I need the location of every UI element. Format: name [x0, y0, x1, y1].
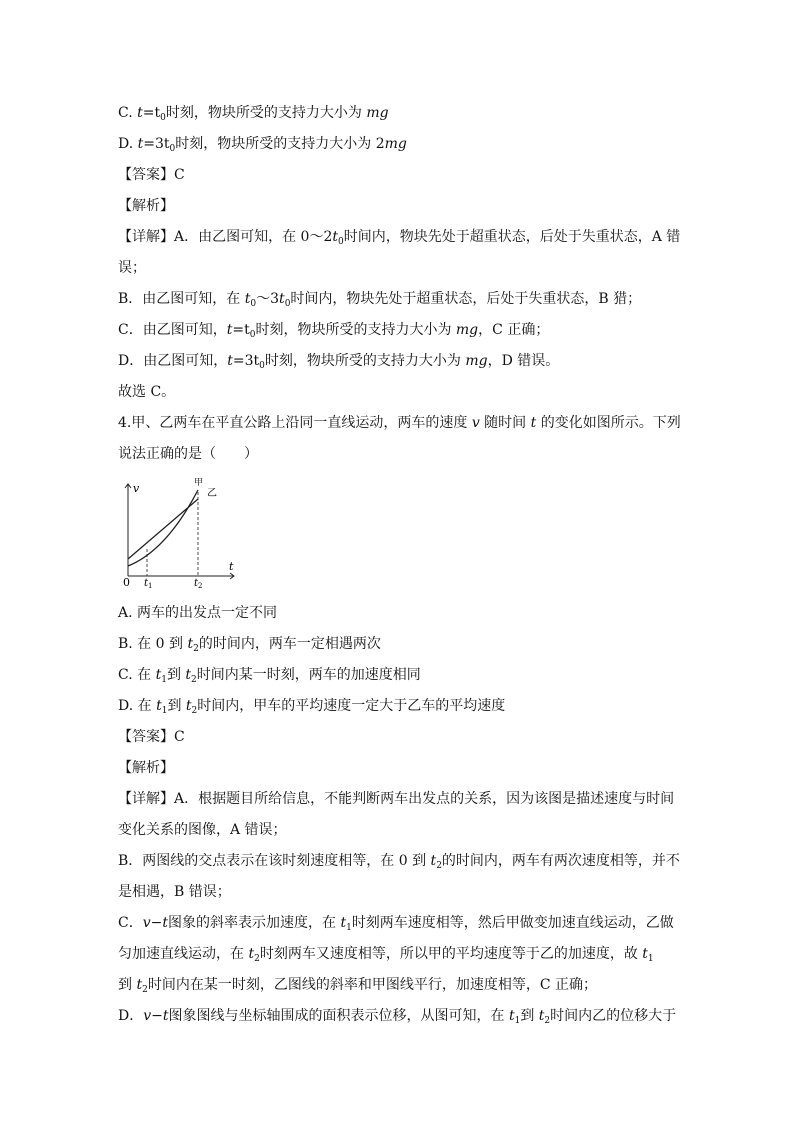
q4-detail-c-1: C．v−t图象的斜率表示加速度，在 $t_1$时刻两车速度相等，然后甲做变加速直线运动，乙做 [118, 915, 674, 933]
q4-detail-a-2: 变化关系的图像，A 错误； [118, 822, 287, 838]
jia-label: 甲 [194, 478, 204, 488]
yi-line [128, 499, 198, 559]
prev-answer: 【答案】C [118, 167, 185, 183]
t-axis-label: t [229, 560, 234, 573]
q4-analysis-heading: 【解析】 [118, 760, 174, 776]
q4-option-a: A. 两车的出发点一定不同 [118, 605, 278, 621]
prev-analysis-heading: 【解析】 [118, 198, 174, 214]
q4-detail-a-1: 【详解】A．根据题目所给信息，不能判断两车出发点的关系，因为该图是描述速度与时间 [118, 791, 675, 807]
q4-option-c: C. 在 $t_1$到 $t_2$时间内某一时刻，两车的加速度相同 [118, 667, 421, 685]
q4-vt-graph [118, 478, 238, 588]
q4-option-d: D. 在 $t_1$到 $t_2$时间内，甲车的平均速度一定大于乙车的平均速度 [118, 698, 506, 716]
q4-detail-b-1: B．两图线的交点表示在该时刻速度相等，在 0 到 $t_2$的时间内，两车有两次速度相等，并不 [118, 853, 680, 871]
q4-stem-2: 说法正确的是（ ） [118, 446, 258, 462]
q4-stem-1: 4.甲、乙两车在平直公路上沿同一直线运动，两车的速度 v 随时间 t 的变化如图所示。下列 [118, 415, 681, 431]
prev-detail-d: D．由乙图可知，$t=3t_0$时刻，物块所受的支持力大小为 mg，D 错误。 [118, 353, 560, 371]
prev-option-c: C. $t=t_0$时刻，物块所受的支持力大小为 mg [118, 105, 389, 123]
q4-detail-b-2: 是相遇，B 错误； [118, 884, 231, 900]
t1-sub: 1 [148, 582, 153, 588]
q4-detail-c-2: 匀加速直线运动，在 $t_2$时刻两车又速度相等，所以甲的平均速度等于乙的加速度，故 $t_1$ [118, 946, 654, 964]
prev-detail-b: B．由乙图可知，在 $t_0\sim 3t_0$时间内，物块先处于超重状态，后处于失重状态，B 猎； [118, 291, 642, 309]
q4-option-b: B. 在 0 到 $t_2$的时间内，两车一定相遇两次 [118, 636, 381, 654]
v-axis-label: v [133, 482, 140, 495]
jia-curve [128, 490, 198, 566]
q4-answer: 【答案】C [118, 729, 185, 745]
prev-conclusion: 故选 C。 [118, 384, 176, 400]
t2-label: t [194, 578, 199, 588]
origin-label: 0 [123, 576, 130, 588]
t2-sub: 2 [198, 582, 203, 588]
prev-detail-a-2: 误； [118, 260, 146, 276]
q4-detail-c-3: 到 $t_2$时间内在某一时刻，乙图线的斜率和甲图线平行，加速度相等，C 正确； [118, 977, 597, 995]
prev-option-d: D. $t=3t_0$时刻，物块所受的支持力大小为 2mg [118, 136, 407, 154]
t1-label: t [144, 578, 149, 588]
prev-detail-c: C．由乙图可知，$t=t_0$时刻，物块所受的支持力大小为 mg，C 正确； [118, 322, 550, 340]
q4-detail-d-1: D．v−t图象图线与坐标轴围成的面积表示位移，从图可知，在 $t_1$到 $t_2$时间内乙的位移大于 [118, 1008, 677, 1026]
yi-label: 乙 [207, 488, 217, 499]
prev-detail-a-1: 【详解】A．由乙图可知，在 $0\sim 2t_0$时间内，物块先处于超重状态，后处于失重状态，A 错 [118, 229, 681, 247]
